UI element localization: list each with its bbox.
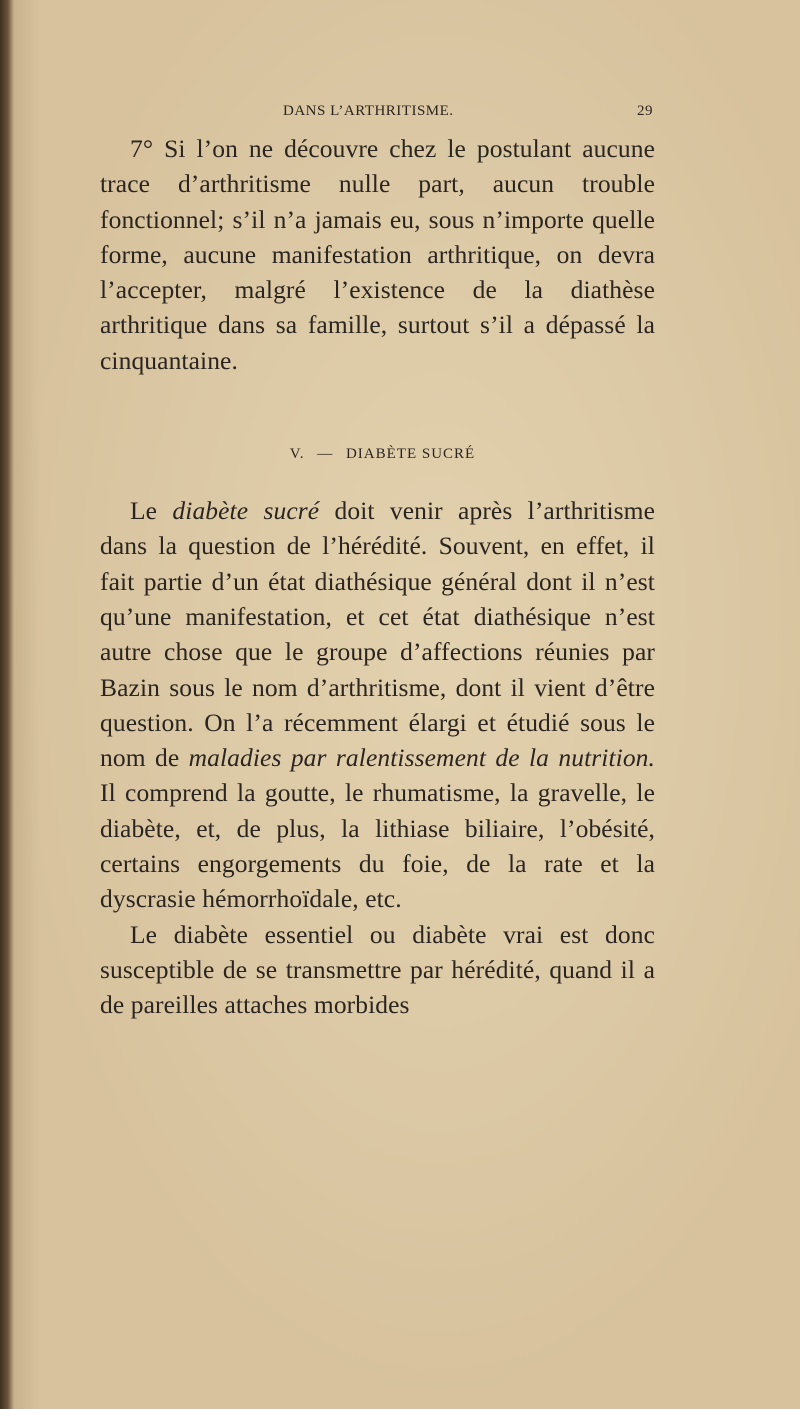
- running-header: [100, 95, 655, 131]
- section-number: V.: [289, 446, 305, 463]
- section-title: DIABÈTE SUCRÉ: [345, 446, 476, 463]
- italic-term-maladies-nutrition: maladies par ralentissement de la nutrition.: [188, 743, 656, 773]
- running-title: DANS L’ARTHRITISME.: [283, 103, 454, 119]
- paragraph-text-3: Il comprend la goutte, le rhumatisme, la gravelle, le diabète, et, de plus, la lithiase biliaire, l’obésité, certains engorgements du foie, de la rate et la dyscrasie hémorrhoïdale, etc.: [100, 778, 655, 914]
- paragraph-diabete-heredite: Le diabète essentiel ou diabète vrai est donc susceptible de se transmettre par hérédité, quand il a de pareilles attaches morbides: [100, 919, 655, 1020]
- paragraph-item-7: 7° Si l’on ne découvre chez le postulant aucune trace d’arthritisme nulle part, aucun trouble fonctionnel; s’il n’a jamais eu, sous n’importe quelle forme, aucune manifestation arthritique, on devra l’accepter, malgré l’existence de la diathèse arthritique dans sa famille, surtout s’il a dépassé la cinquantaine.: [100, 134, 655, 375]
- book-page: [100, 95, 655, 1023]
- section-dash: —: [317, 446, 334, 463]
- page-number: 29: [637, 103, 653, 119]
- paragraph-text-2: doit venir après l’arthritisme dans la question de l’hérédité. Souvent, en effet, il fait partie d’un état diathésique général dont il n’est qu’une manifestation, et cet état diathésique n’est autre chose que le groupe d’affections réunies par Bazin sous le nom d’arthritisme, dont il vient d’être question. On l’a récemment élargi et étudié sous le nom de: [100, 496, 656, 773]
- paragraph-text-1: Le: [130, 496, 173, 526]
- paragraph-diabete-intro: [100, 493, 655, 917]
- italic-term-diabete-sucre: diabète sucré: [172, 496, 320, 526]
- book-binding-edge: [0, 0, 14, 1409]
- section-heading: [100, 446, 655, 463]
